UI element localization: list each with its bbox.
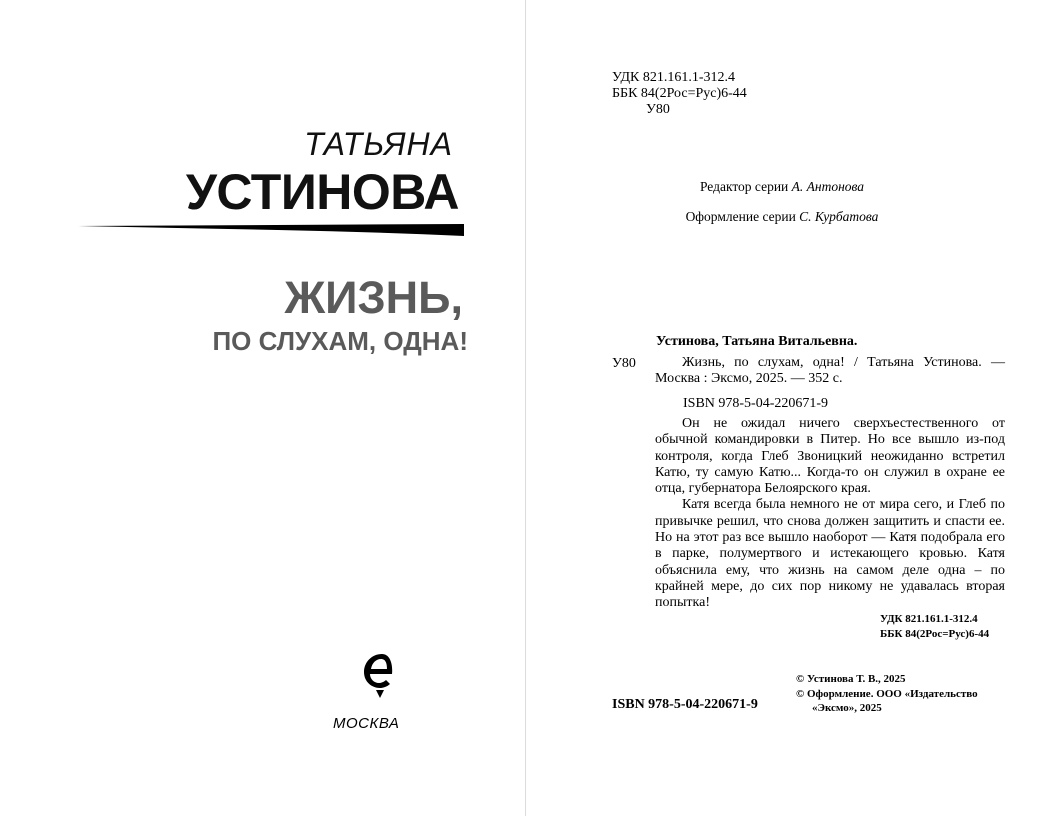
bbk-bottom: ББК 84(2Рос=Рус)6-44 xyxy=(880,628,990,640)
editor-name: А. Антонова xyxy=(791,179,865,194)
isbn-bottom: ISBN 978-5-04-220671-9 xyxy=(612,697,758,712)
annotation-paragraph-2: Катя всегда была немного не от мира сего, и Глеб по привычке решил, что снова должен защитить и спасти ее. Но на этот раз все вышло наоборот — Катя подобрала его в парке, полумертвого и истекающего кровью. Катя объяснила ему, что жизнь на самом деле одна – по крайней мере, до сих пор никому не удавалась вторая попытка! xyxy=(655,497,1005,611)
annotation-paragraph-1: Он не ожидал ничего сверхъестественного от обычной командировки в Питер. Но все вышло из-под контроля, когда Глеб Звоницкий неожиданно встретил Катю, ту самую Катю... Когда-то он служил в охране ее отца, губернатора Белоярского края. xyxy=(655,416,1005,497)
catalog-card-code: У80 xyxy=(612,356,636,371)
series-design-line xyxy=(526,209,1038,225)
author-last-name: УСТИНОВА xyxy=(185,164,459,220)
book-title-line1: ЖИЗНЬ, xyxy=(284,272,463,323)
catalog-card-author: Устинова, Татьяна Витальевна. xyxy=(656,334,858,349)
design-name: С. Курбатова xyxy=(799,209,879,224)
series-editor-line xyxy=(526,179,1038,195)
book-title-line2: ПО СЛУХАМ, ОДНА! xyxy=(212,326,468,356)
classification-block-bottom xyxy=(880,612,989,642)
brush-stroke-divider xyxy=(78,224,464,238)
copyright-block xyxy=(796,672,978,716)
catalog-card-description: Жизнь, по слухам, одна! / Татьяна Устинова. — Москва : Эксмо, 2025. — 352 с. xyxy=(655,355,1005,387)
book-annotation xyxy=(655,416,1005,612)
author-first-name: ТАТЬЯНА xyxy=(304,126,453,162)
copyright-publisher: «Эксмо», 2025 xyxy=(812,702,882,714)
copyright-design: © Оформление. ООО «Издательство xyxy=(796,687,978,700)
author-code-top: У80 xyxy=(646,102,670,117)
eksmo-logo-icon xyxy=(362,652,396,700)
imprint-page-right xyxy=(526,0,1053,816)
catalog-card-isbn: ISBN 978-5-04-220671-9 xyxy=(683,396,829,411)
title-page-left xyxy=(0,0,525,816)
editor-label: Редактор серии xyxy=(699,179,789,194)
design-label: Оформление серии xyxy=(685,209,796,224)
udk-bottom: УДК 821.161.1-312.4 xyxy=(880,613,978,625)
publisher-city: МОСКВА xyxy=(333,715,400,732)
bbk-top: ББК 84(2Рос=Рус)6-44 xyxy=(612,86,747,101)
copyright-author: © Устинова Т. В., 2025 xyxy=(796,673,906,685)
udk-top: УДК 821.161.1-312.4 xyxy=(612,70,736,85)
classification-block-top xyxy=(612,70,747,118)
